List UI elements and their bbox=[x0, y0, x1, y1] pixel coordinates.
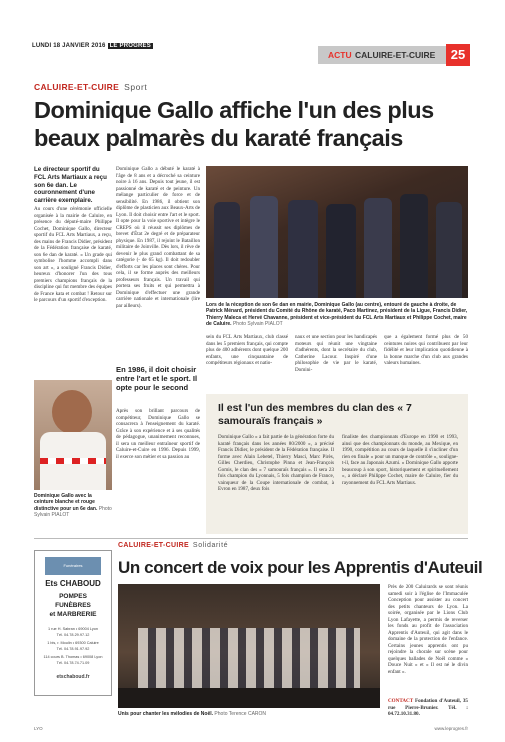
ceremony-photo bbox=[206, 166, 468, 298]
ceremony-caption: Lors de la réception de son 6e dan en mairie, Dominique Gallo (au centre), entouré de gauche à droite, de Patrick Ménard, président du Comité du Rhône de karaté, Paco Martinez, président de la Ligue, Francis Didier, Thierry Maleca et Hervé Chavanne, président et vice-président du FCL Arts Martiaux et Philippe Cochet, maire de Caluire. Photo Sylvain PIALOT bbox=[206, 302, 468, 327]
article-column-4: sein du FCL Arts Martiaux, club classé dans les 5 premiers français, qui compte plus de 400 adhérents dont quelque 200 enfants, une cinquantaine de compétiteurs régionaux et natio- bbox=[206, 334, 288, 366]
person-silhouette bbox=[214, 202, 240, 298]
article-column-2: Dominique Gallo a débuté le karaté à l'âge de 8 ans et a décroché sa ceinture noire à 16 ans. Depuis tout jeune, il est passionné de karaté et de peinture. Un mélange particulier de force et de sensibilité. En 1986, il obtient son diplôme de plasticien aux Beaux-Arts de Lyon. Il doit choisir entre l'art et le sport. Il opte pour la voie sportive et intègre le CREPS où il réussit ses diplômes de brevet d'État 2e degré et de préparateur physique. En 1987, il rejoint le Bataillon militaire de Joinville. Dès lors, il rêve de devenir le plus grand combattant de sa catégorie (- de 65 kg). Il doit redoubler d'efforts car les places sont chères. Pour cela, il se forme auprès des meilleurs professeurs français. Un travail qui portera ses fruits et qui permettra à Dominique d'effectuer une grande carrière nationale et internationale (lire par ailleurs). bbox=[116, 166, 200, 309]
sidebar-box bbox=[206, 394, 468, 534]
ad-company: Ets CHABOUD bbox=[45, 579, 101, 588]
article-kicker: CALUIRE-ET-CUIRE Sport bbox=[34, 82, 148, 92]
box-title: Il est l'un des membres du clan des « 7 samouraïs français » bbox=[218, 402, 412, 427]
section-divider bbox=[34, 538, 468, 539]
person-silhouette bbox=[400, 194, 428, 298]
ad-tel-3: Tél. 04.78.74.71.09 bbox=[56, 661, 90, 665]
page-number: 25 bbox=[446, 44, 470, 66]
article2-headline: Un concert de voix pour les Apprentis d'Auteuil bbox=[118, 558, 483, 577]
portrait-head bbox=[52, 390, 92, 434]
portrait-caption: Dominique Gallo avec la ceinture blanche et rouge distinctive pour un 6e dan. Photo Sylvain PIALOT bbox=[34, 493, 112, 518]
footer-edition: LYO bbox=[34, 726, 43, 731]
article-column-1: Au cours d'une cérémonie officielle organisée à la mairie de Caluire, en présence du député-maire Philippe Cochet, Dominique Gallo, directeur sportif du FCL Arts Martiaux, a reçu, des mains de Francis Didier, président de la Fédération française de karaté, son 6e dan de karaté. « Un grade qui symbolise l'homme accompli dans son art », a souligné Francis Didier, heureux d'honorer l'un des tous premiers champions français de la discipline qui fut membre des équipes de France kata et combat ! Retour sur le parcours d'un sportif d'exception. bbox=[34, 206, 112, 303]
advertisement bbox=[34, 550, 112, 696]
person-silhouette bbox=[364, 198, 392, 298]
ad-line-2: FUNÈBRES bbox=[55, 602, 91, 609]
pull-quote: En 1986, il doit choisir entre l'art et le sport. Il opte pour le second bbox=[116, 365, 198, 392]
ad-line-1: POMPES bbox=[59, 593, 87, 600]
article-column-5: naux et une section pour les handicapés moteurs qui réunit une vingtaine d'adhérents, dont la secrétaire du club, Catherine Lacour. Inspiré d'une philosophie de vie par le karaté, Domini- bbox=[295, 334, 377, 373]
rubric-bar bbox=[318, 46, 466, 64]
ad-tel-1: Tél. 04.78.29.97.12 bbox=[56, 633, 90, 637]
ad-website: etschaboud.fr bbox=[56, 674, 90, 680]
concert-photo bbox=[118, 584, 380, 708]
footer-website: www.leprogres.fr bbox=[434, 726, 468, 731]
person-silhouette bbox=[250, 196, 278, 298]
edition-date: LUNDI 18 JANVIER 2016 LE PROGRÈS bbox=[32, 43, 151, 49]
article2-contact: CONTACT Fondation d'Auteuil, 35 rue Pierre-Brunier. Tél. : 04.72.10.31.80. bbox=[388, 698, 468, 717]
rubric-city: CALUIRE-ET-CUIRE bbox=[355, 50, 436, 60]
page-footer bbox=[34, 726, 468, 731]
person-silhouette bbox=[436, 202, 462, 298]
ad-address-3: 114 cours B. Thomas • 69008 Lyon bbox=[43, 655, 103, 659]
portrait-photo bbox=[34, 380, 112, 490]
rubric-actu: ACTU bbox=[328, 50, 352, 60]
ad-address-1: 1 rue H. Sabran • 69004 Lyon bbox=[48, 627, 98, 631]
ad-address-2: 1 bis, r. Moulin • 69300 Caluire bbox=[47, 641, 99, 645]
article-headline: Dominique Gallo affiche l'un des plus beaux palmarès du karaté français bbox=[34, 97, 434, 151]
photo-floor bbox=[118, 688, 380, 708]
ad-tel-2: Tél. 04.78.91.97.92 bbox=[56, 647, 90, 651]
box-column-2: finaliste des championnats d'Europe en 1990 et 1993, ainsi que des championnats du monde, au Mexique, en 1990, compétition au cours de laquelle il s'incliner d'un rien en finale « pour un manque de contrôle », souligne-t-il, face au Japonais Azumi. « Dominique Gallo apporte beaucoup à son sport, historiquement et spirituellement », a déclaré Philippe Cochet, maire de Caluire, fier du rayonnement du FCL Arts Martiaux. bbox=[342, 434, 458, 486]
person-silhouette bbox=[288, 200, 318, 298]
box-column-1: Dominique Gallo « a fait partie de la génération forte du karaté français dans les années 80/2000 », a précisé Francis Didier, le président de la Fédération française. Il forme avec Alain Lebetel, Thierry Masci, Marc Pirès, Gilles Cherdieu, Christophe Pinna et Jean-François Gomis, le clan des « 7 samouraïs français ». Il sera 23 fois champion du Lyonnais, 5 fois champion de France, vainqueur de la Coupe internationale de combat, à Evron en 1987, deux fois bbox=[218, 434, 334, 492]
article-lead: Le directeur sportif du FCL Arts Martiaux a reçu son 6e dan. Le couronnement d'une carrière exemplaire. bbox=[34, 166, 107, 205]
ad-logo: Funéraires bbox=[45, 557, 101, 575]
article-column-6: que a également formé plus de 50 ceintures noires qui contribuent par leur fidélité et leur implication quotidienne à la bonne marche d'un club aux grandes valeurs humaines. bbox=[384, 334, 468, 366]
masthead-tag: LE PROGRÈS bbox=[109, 43, 151, 49]
choir-rows bbox=[138, 628, 360, 688]
person-silhouette bbox=[326, 204, 356, 298]
belt-icon bbox=[40, 458, 106, 464]
concert-caption: Unis pour chanter les mélodies de Noël. Photo Terence CARON bbox=[118, 711, 267, 717]
article2-kicker: CALUIRE-ET-CUIRE Solidarité bbox=[118, 542, 229, 549]
article2-body: Près de 200 Caluirards se sont réunis samedi soir à l'église de l'Immaculée Conception pour assister au concert des petits chanteurs de Lyon. La soirée, organisée par le Lions Club Lyon Lafayette, a permis de reverser les fonds au profit de l'association Apprentis d'Auteuil, qui agit dans le domaine de la protection de l'enfance. Certains jeunes apprentis ont pu rejoindre la chorale sur scène pour quelques ballades de Noël comme « Douce Nuit » et « Il est né le divin enfant ». bbox=[388, 584, 468, 675]
article-column-3: Après son brillant parcours de compétiteur, Dominique Gallo se consacrera à l'enseignement du karaté. Grâce à son expérience et à ses qualités de pédagogue, unanimement reconnues, il sera un meilleur entraîneur sportif de Caluire-et-Cuire en 1996. Depuis 1999, il exerce son métier et sa passion au bbox=[116, 408, 200, 460]
ad-line-3: et MARBRERIE bbox=[49, 611, 97, 618]
